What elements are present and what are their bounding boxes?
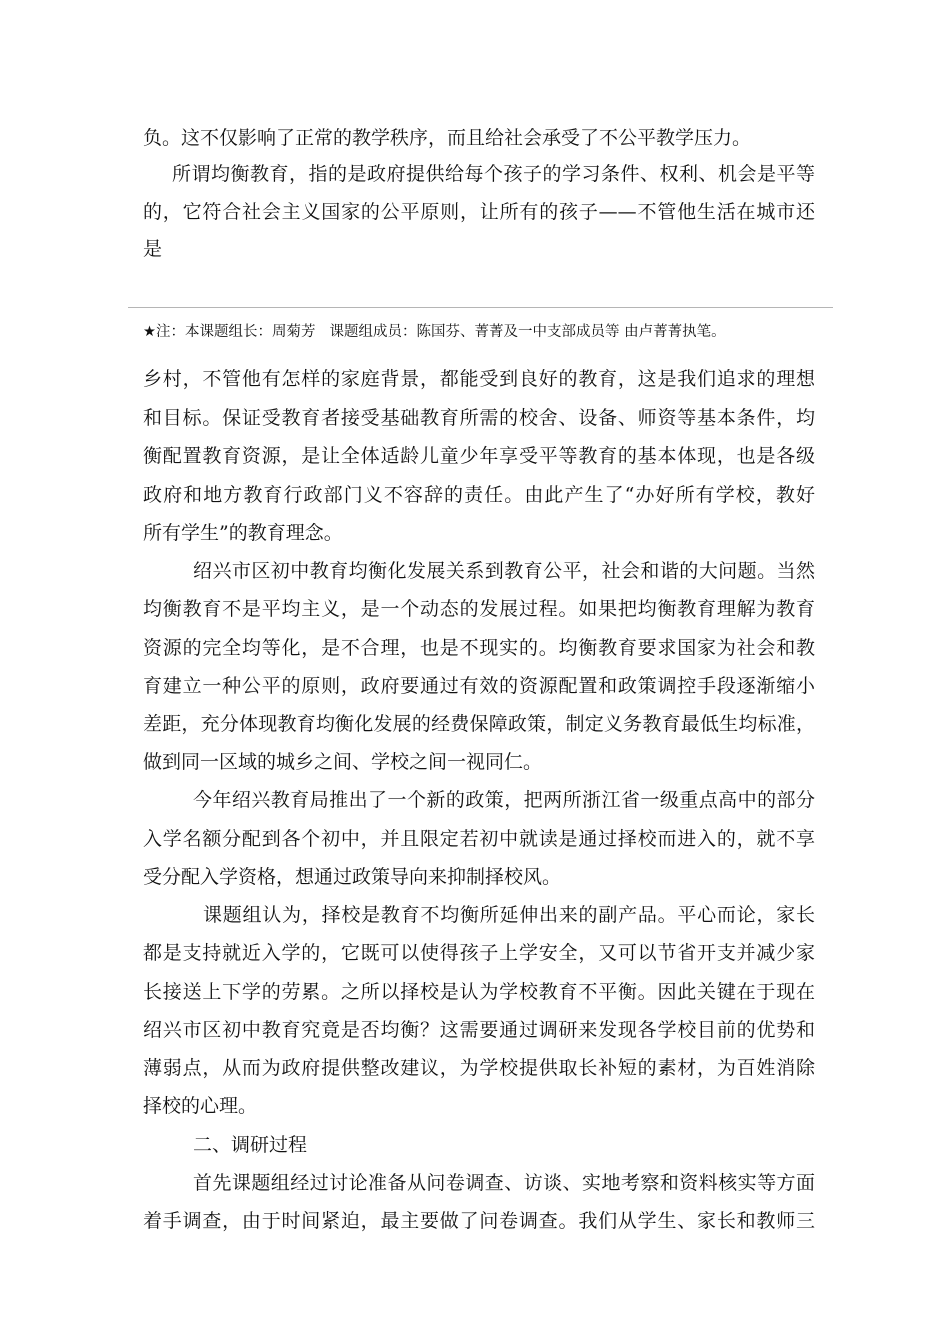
- paragraph-6-line: 课题组认为，择校是教育不均衡所延伸出来的副产品。平心而论，家长: [203, 904, 815, 926]
- paragraph-5-line: 受分配入学资格，想通过政策导向来抑制择校风。: [143, 866, 562, 888]
- paragraph-6-line: 绍兴市区初中教育究竟是否均衡？这需要通过调研来发现各学校目前的优势和: [143, 1019, 815, 1041]
- paragraph-6-line: 都是支持就近入学的，它既可以使得孩子上学安全，又可以节省开支并减少家: [143, 942, 815, 964]
- paragraph-2-line: 的，它符合社会主义国家的公平原则，让所有的孩子——不管他生活在城市还: [143, 201, 815, 223]
- paragraph-3-line: 和目标。保证受教育者接受基础教育所需的校舍、设备、师资等基本条件，均: [143, 407, 815, 429]
- footnote: [143, 320, 823, 344]
- section-heading: 二、调研过程: [193, 1134, 308, 1156]
- paragraph-7-line: 着手调查，由于时间紧迫，最主要做了问卷调查。我们从学生、家长和教师三: [143, 1210, 815, 1232]
- paragraph-4-line: 做到同一区域的城乡之间、学校之间一视同仁。: [143, 751, 543, 773]
- paragraph-2-line: 所谓均衡教育，指的是政府提供给每个孩子的学习条件、权利、机会是平等: [172, 163, 815, 185]
- paragraph-2-line: 是: [143, 238, 163, 260]
- paragraph-6-line: 择校的心理。: [143, 1095, 258, 1117]
- footnote-separator: [128, 307, 833, 308]
- paragraph-4-line: 均衡教育不是平均主义，是一个动态的发展过程。如果把均衡教育理解为教育: [143, 598, 815, 620]
- paragraph-3-line: 乡村，不管他有怎样的家庭背景，都能受到良好的教育，这是我们追求的理想: [143, 368, 815, 390]
- paragraph-5-line: 入学名额分配到各个初中，并且限定若初中就读是通过择校而进入的，就不享: [143, 828, 815, 850]
- paragraph-4-line: 资源的完全均等化，是不合理，也是不现实的。均衡教育要求国家为社会和教: [143, 637, 815, 659]
- paragraph-4-line: 绍兴市区初中教育均衡化发展关系到教育公平，社会和谐的大问题。当然: [193, 560, 815, 582]
- paragraph-3-line: 所有学生”的教育理念。: [143, 522, 343, 544]
- paragraph-6-line: 长接送上下学的劳累。之所以择校是认为学校教育不平衡。因此关键在于现在: [143, 981, 815, 1003]
- footnote-members: 课题组成员：陈国芬、菁菁及一中支部成员等 由卢菁菁执笔。: [329, 324, 726, 340]
- paragraph-7-line: 首先课题组经过讨论准备从问卷调查、访谈、实地考察和资料核实等方面: [193, 1172, 815, 1194]
- paragraph-3-line: 衡配置教育资源，是让全体适龄儿童少年享受平等教育的基本体现，也是各级: [143, 445, 815, 467]
- paragraph-4-line: 育建立一种公平的原则，政府要通过有效的资源配置和政策调控手段逐渐缩小: [143, 675, 815, 697]
- paragraph-6-line: 薄弱点，从而为政府提供整改建议，为学校提供取长补短的素材，为百姓消除: [143, 1057, 815, 1079]
- paragraph-1-line: 负。这不仅影响了正常的教学秩序，而且给社会承受了不公平教学压力。: [143, 127, 752, 149]
- paragraph-3-line: 政府和地方教育行政部门义不容辞的责任。由此产生了“办好所有学校，教好: [143, 484, 815, 506]
- paragraph-5-line: 今年绍兴教育局推出了一个新的政策，把两所浙江省一级重点高中的部分: [193, 789, 815, 811]
- footnote-leader: ★注：本课题组长：周菊芳: [143, 324, 316, 340]
- paragraph-4-line: 差距，充分体现教育均衡化发展的经费保障政策，制定义务教育最低生均标准，: [143, 713, 815, 735]
